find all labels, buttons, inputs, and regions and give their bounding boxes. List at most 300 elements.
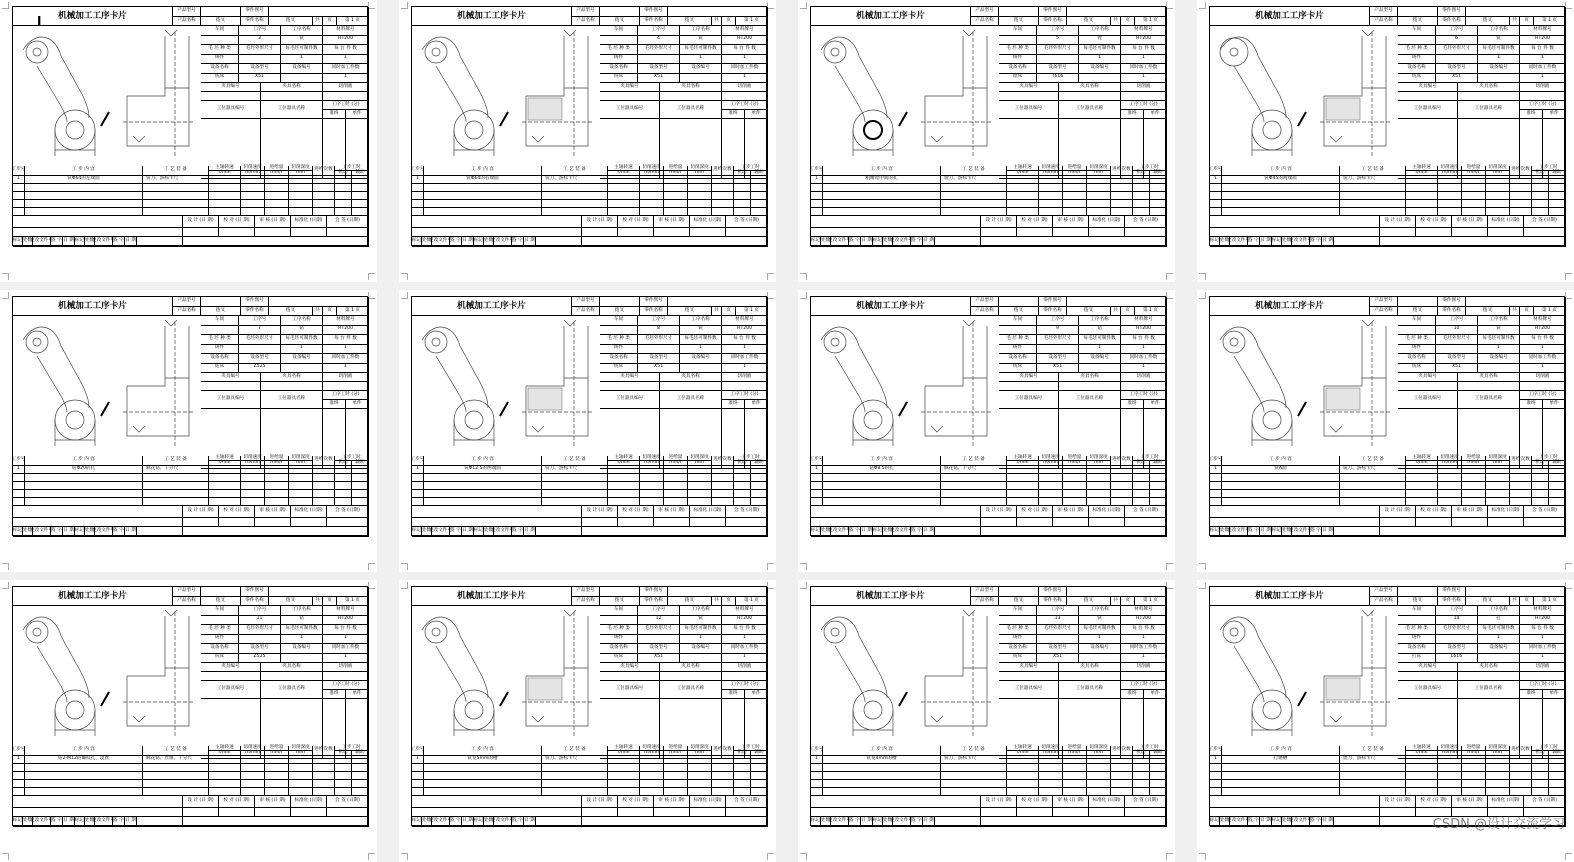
label-design-value (981, 228, 1017, 237)
card-holder (411, 296, 767, 536)
step-row-2-col-9 (1150, 772, 1167, 780)
info-row-values-1-col-0 (600, 616, 638, 626)
step-row-3-col-7 (313, 200, 335, 208)
header-step-content: 工 步 内 容 (1222, 456, 1340, 466)
step-row-1-col-8 (1532, 764, 1549, 772)
info-row-values-1-col-0 (1398, 616, 1436, 626)
info-row-values-2-col-2: 1 (680, 55, 722, 65)
label-countersign: 会 签 (日期) (1524, 796, 1566, 808)
info-row-values-3-col-1: X51 (1037, 654, 1079, 664)
step-row-1-col-5 (1063, 474, 1087, 482)
step-row-2-col-4 (241, 192, 265, 200)
step-row-1-equipment (941, 474, 1007, 482)
label-standardize-value (1488, 228, 1524, 237)
step-row-1-col-5 (1462, 184, 1486, 192)
step-row-0-col-5 (265, 176, 289, 184)
step-row-1-equipment (1340, 474, 1406, 482)
header-unit-mm: mm (688, 171, 712, 176)
label-review-value (255, 228, 291, 237)
step-row-2-col-5 (1063, 192, 1087, 200)
label-quasi-end: 准终 (323, 110, 346, 119)
label-total-pages: 共 (712, 307, 722, 316)
info-row-labels-3-col-0: 设备名称 (600, 354, 638, 364)
label-unit: 单件 (1543, 110, 1566, 119)
info-row-values-3-col-0: 铣床 (201, 654, 239, 664)
value-coolant (722, 382, 768, 391)
step-row-0-equipment: 铣刀、游标卡尺 (542, 756, 608, 764)
step-row-2-equipment (941, 772, 1007, 780)
step-row-2-col-3 (1007, 772, 1039, 780)
label-station-tool-name: 工位器具名称 (660, 681, 722, 699)
info-row-labels-3-col-1: 设备型号 (1436, 354, 1478, 364)
step-row-0-col-6 (1486, 466, 1510, 474)
value-part-drawing-no (668, 7, 768, 17)
label-station-tool-name: 工位器具名称 (1458, 101, 1520, 119)
step-row-2-col-4 (1039, 482, 1063, 490)
rev-places: 处数 (1220, 817, 1230, 827)
step-row-2-col-7 (712, 772, 734, 780)
step-row-2-equipment (941, 192, 1007, 200)
header-mech: 机动 (1532, 751, 1549, 756)
label-fixture-no: 夹具编号 (999, 373, 1059, 382)
label-countersign: 会 签 (日期) (1125, 796, 1167, 808)
value-product-name: 拨叉 (201, 597, 241, 606)
info-row-values-2-col-1 (1037, 345, 1079, 355)
label-page-count: 页 (722, 17, 736, 26)
step-row-1-col-9 (1150, 764, 1167, 772)
label-review-value (1452, 228, 1488, 237)
header-unit-mmr: mm/r (1063, 171, 1087, 176)
step-row-0-equipment: 铣刀、游标卡尺 (143, 176, 209, 184)
value-part-name: 拨叉 (1466, 307, 1510, 316)
rev-date: 日 期 (462, 817, 474, 827)
rev-right-blank (981, 237, 1167, 247)
label-proofread-value (1416, 518, 1452, 527)
card-title: 机械加工工序卡片 (811, 587, 971, 606)
step-row-1-col-3 (209, 474, 241, 482)
info-row-labels-1-col-3: 材料牌号 (1121, 606, 1167, 616)
info-row-values-1-col-0 (999, 616, 1037, 626)
step-row-1-col-3 (209, 184, 241, 192)
value-fixture-no (1398, 382, 1458, 391)
step-row-0-col-3 (209, 466, 241, 474)
info-row-labels-2-col-0: 毛 坯 种 类 (201, 45, 239, 55)
header-cutting-speed: 切削速度 (241, 746, 265, 751)
step-row-4-col-4 (1438, 208, 1462, 216)
step-row-2-col-7 (1111, 482, 1133, 490)
info-row-labels-3-col-0: 设备名称 (201, 354, 239, 364)
value-product-model (1398, 587, 1438, 597)
value-coolant (1121, 92, 1167, 101)
info-row-labels-1-col-1: 工序号 (1436, 26, 1478, 36)
header-spindle-speed: 主轴转速 (1406, 456, 1438, 461)
header-aux: 辅助 (1549, 461, 1566, 466)
header-unit-mm: mm (289, 751, 313, 756)
step-row-4-col-8 (1532, 208, 1549, 216)
label-coolant: 切削液 (1121, 373, 1167, 382)
label-part-name: 零件名称 (640, 307, 668, 316)
header-feed-times: 进给次数 (1111, 456, 1133, 466)
info-row-values-3-col-1: Z525 (239, 654, 281, 664)
step-row-2-col-7 (712, 192, 734, 200)
step-row-0-no: 1 (412, 176, 424, 184)
info-row-values-3-col-0: 铣床 (201, 74, 239, 84)
header-process-equipment: 工 艺 装 备 (143, 746, 209, 756)
rev-mark: 标记 (412, 527, 422, 537)
step-row-2-no (811, 192, 823, 200)
label-design: 设 计 (日 期) (183, 796, 219, 808)
rev-mark-2: 标记 (75, 817, 85, 827)
step-row-2-no (811, 772, 823, 780)
value-coolant (1520, 672, 1566, 681)
info-row-labels-2-col-1: 毛坯外形尺寸 (1037, 45, 1079, 55)
label-proofread: 校 对 (日 期) (1416, 796, 1452, 808)
info-row-values-3-col-1: Z525 (239, 364, 281, 374)
value-coolant (1121, 382, 1167, 391)
label-product-name: 产品名称 (173, 17, 201, 26)
label-page-count: 页 (323, 597, 337, 606)
step-row-0-col-5 (265, 756, 289, 764)
label-total-pages: 共 (712, 597, 722, 606)
step-row-3-col-4 (241, 490, 265, 498)
value-part-name: 拨叉 (1067, 17, 1111, 26)
header-spindle-speed: 主轴转速 (608, 746, 640, 751)
step-row-3-col-9 (751, 490, 768, 498)
info-row-labels-1-col-1: 工序号 (1436, 606, 1478, 616)
label-part-drawing-no: 零件图号 (241, 297, 269, 307)
header-spindle-speed: 主轴转速 (1007, 456, 1039, 461)
rev-date-2: 日 期 (524, 527, 536, 537)
step-row-2-col-3 (209, 772, 241, 780)
rev-places: 处数 (821, 527, 831, 537)
info-row-values-1-col-2: 钻 (281, 326, 323, 336)
rev-date-2: 日 期 (1322, 527, 1334, 537)
label-page-of: 第 1 页 (1135, 307, 1167, 316)
header-aux: 辅助 (352, 461, 369, 466)
step-row-3-equipment (542, 200, 608, 208)
info-row-labels-1-col-0: 车间 (201, 26, 239, 36)
info-row-values-2-col-1 (239, 55, 281, 65)
crop-mark (767, 582, 774, 589)
label-standardize: 标准化 (日期) (291, 216, 327, 228)
step-row-1-col-4 (241, 474, 265, 482)
info-row-values-3-col-1: X51 (239, 74, 281, 84)
header-unit-mpm: m/min (241, 171, 265, 176)
step-row-0-col-4 (241, 466, 265, 474)
info-row-labels-3-col-3: 同时加工件数 (1520, 64, 1566, 74)
step-row-4-equipment (1340, 208, 1406, 216)
document-page (399, 0, 776, 282)
step-row-4-col-9 (1549, 788, 1566, 796)
step-row-4-col-5 (1462, 788, 1486, 796)
header-cutting-speed: 切削速度 (1039, 746, 1063, 751)
label-part-name: 零件名称 (241, 597, 269, 606)
label-page-of: 第 1 页 (1135, 17, 1167, 26)
info-row-labels-2-col-3: 每 台 件 数 (1121, 45, 1167, 55)
rev-places: 处数 (422, 237, 432, 247)
step-row-4-col-4 (640, 788, 664, 796)
step-row-2-col-9 (1549, 192, 1566, 200)
info-row-values-3-col-0: 镗床 (999, 74, 1037, 84)
info-row-labels-1-col-2: 工序名称 (281, 26, 323, 36)
header-unit-mm: mm (1087, 751, 1111, 756)
label-coolant: 切削液 (323, 83, 369, 92)
info-row-values-3-col-0: 铣床 (1398, 364, 1436, 374)
step-row-4-col-3 (1007, 498, 1039, 506)
step-row-4-col-6 (1486, 788, 1510, 796)
step-row-2-content (25, 192, 143, 200)
label-countersign: 会 签 (日期) (327, 796, 369, 808)
label-part-drawing-no: 零件图号 (1039, 587, 1067, 597)
step-row-4-col-4 (241, 498, 265, 506)
crop-mark (1166, 2, 1173, 9)
step-row-3-no (412, 200, 424, 208)
rev-right-blank (183, 527, 369, 537)
step-row-3-content (25, 490, 143, 498)
step-row-3-col-4 (241, 200, 265, 208)
step-row-1-no (1210, 184, 1222, 192)
step-row-1-col-4 (241, 184, 265, 192)
label-fixture-no: 夹具编号 (600, 663, 660, 672)
label-proofread-value (1017, 808, 1053, 817)
card-holder (411, 6, 767, 246)
signature-blank-2 (412, 518, 582, 527)
info-row-values-3-col-1: X51 (1436, 74, 1478, 84)
info-row-labels-3-col-0: 设备名称 (999, 354, 1037, 364)
label-review: 审 核 (日 期) (1452, 216, 1488, 228)
label-proofread: 校 对 (日 期) (219, 216, 255, 228)
header-process-equipment: 工 艺 装 备 (1340, 166, 1406, 176)
header-step-no: 工步号 (811, 166, 823, 176)
info-row-values-1-col-1: 14 (1436, 616, 1478, 626)
value-fixture-no (999, 672, 1059, 681)
label-unit: 单件 (346, 400, 369, 409)
step-row-3-col-3 (608, 200, 640, 208)
step-row-2-no (1210, 192, 1222, 200)
step-row-1-col-9 (751, 184, 768, 192)
step-row-4-col-7 (313, 788, 335, 796)
step-row-4-content (823, 208, 941, 216)
step-row-1-col-5 (1063, 184, 1087, 192)
step-row-2-col-4 (241, 772, 265, 780)
step-row-3-col-4 (640, 780, 664, 788)
step-row-2-col-8 (1532, 772, 1549, 780)
label-unit: 单件 (745, 110, 768, 119)
step-row-4-col-7 (712, 788, 734, 796)
document-page (1197, 290, 1574, 572)
header-feed: 进给量 (265, 166, 289, 171)
header-step-hours: 工步工时 (1532, 746, 1566, 751)
step-row-2-content (1222, 772, 1340, 780)
label-quasi-end: 准终 (722, 400, 745, 409)
step-row-1-col-5 (265, 764, 289, 772)
step-row-3-col-3 (1406, 200, 1438, 208)
value-product-name: 拨叉 (600, 307, 640, 316)
header-process-equipment: 工 艺 装 备 (1340, 746, 1406, 756)
label-product-name: 产品名称 (1370, 307, 1398, 316)
step-row-0-content: 铣Φ64的右端面 (424, 176, 542, 184)
step-row-4-content (1222, 788, 1340, 796)
header-unit-mm: mm (289, 171, 313, 176)
header-feed-times: 进给次数 (712, 456, 734, 466)
info-row-labels-2-col-1: 毛坯外形尺寸 (1436, 335, 1478, 345)
step-row-3-equipment (143, 780, 209, 788)
info-row-values-1-col-3: HT200 (1121, 326, 1167, 336)
step-row-4-col-5 (664, 788, 688, 796)
rev-blank (935, 237, 981, 247)
step-row-3-col-7 (1111, 780, 1133, 788)
info-row-values-2-col-1 (239, 345, 281, 355)
step-row-4-no (412, 788, 424, 796)
rev-change-doc: 更改文件号 (1230, 527, 1248, 537)
step-row-1-col-7 (313, 184, 335, 192)
rev-mark-2: 标记 (1272, 527, 1282, 537)
crop-mark (1565, 563, 1572, 570)
info-row-labels-3-col-2: 设备编号 (680, 64, 722, 74)
info-row-values-3-col-3: 1 (1520, 654, 1566, 664)
step-row-0-col-7 (1111, 756, 1133, 764)
step-row-2-col-6 (1486, 482, 1510, 490)
rev-date: 日 期 (861, 817, 873, 827)
header-cutting-speed: 切削速度 (640, 456, 664, 461)
label-proofread-value (618, 808, 654, 817)
step-row-1-col-8 (1133, 764, 1150, 772)
info-row-labels-3-col-0: 设备名称 (1398, 354, 1436, 364)
info-row-values-2-col-3: 1 (323, 345, 369, 355)
step-row-3-content (1222, 490, 1340, 498)
step-row-2-col-6 (1486, 772, 1510, 780)
label-unit: 单件 (346, 690, 369, 699)
document-page (1197, 0, 1574, 282)
info-row-values-1-col-1: 10 (1436, 326, 1478, 336)
label-page-count: 页 (722, 597, 736, 606)
step-row-0-col-8 (734, 756, 751, 764)
value-part-drawing-no (269, 297, 369, 307)
info-row-values-3-col-0: 铣床 (600, 74, 638, 84)
step-row-1-col-6 (688, 474, 712, 482)
rev-mark: 标记 (1210, 237, 1220, 247)
info-row-labels-1-col-0: 车间 (201, 316, 239, 326)
step-row-4-col-9 (352, 788, 369, 796)
step-row-0-no: 1 (1210, 176, 1222, 184)
rev-places: 处数 (23, 527, 33, 537)
step-row-1-col-6 (1087, 474, 1111, 482)
step-row-3-equipment (941, 490, 1007, 498)
label-coolant: 切削液 (1121, 663, 1167, 672)
label-station-tool-name: 工位器具名称 (261, 391, 323, 409)
info-row-labels-3-col-0: 设备名称 (999, 644, 1037, 654)
label-total-pages: 共 (1510, 307, 1520, 316)
step-row-3-col-5 (664, 780, 688, 788)
rev-places-2: 处数 (484, 237, 494, 247)
rev-mark-2: 标记 (474, 237, 484, 247)
label-working-hours: 工序工时 (分) (1520, 101, 1566, 110)
step-row-1-col-7 (1111, 764, 1133, 772)
info-row-labels-2-col-3: 每 台 件 数 (1121, 625, 1167, 635)
step-row-1-no (412, 474, 424, 482)
step-row-0-content: 铣A面 (1222, 466, 1340, 474)
step-row-0-col-9 (751, 466, 768, 474)
rev-mark-2: 标记 (873, 817, 883, 827)
crop-mark (401, 563, 408, 570)
label-part-drawing-no: 零件图号 (1039, 297, 1067, 307)
info-row-labels-1-col-1: 工序号 (1037, 606, 1079, 616)
step-row-2-content (823, 192, 941, 200)
value-coolant (1121, 672, 1167, 681)
label-design-value (582, 228, 618, 237)
rev-places-2: 处数 (484, 527, 494, 537)
label-product-model: 产品型号 (971, 587, 999, 597)
step-row-0-col-3 (209, 176, 241, 184)
step-row-1-col-5 (265, 474, 289, 482)
label-total-pages: 共 (313, 307, 323, 316)
label-working-hours: 工序工时 (分) (1121, 391, 1167, 400)
rev-places-2: 处数 (484, 817, 494, 827)
info-row-values-1-col-3: HT200 (1520, 36, 1566, 46)
header-aux: 辅助 (1150, 461, 1167, 466)
step-row-0-col-7 (313, 756, 335, 764)
header-unit-mpm: m/min (241, 461, 265, 466)
step-row-3-col-6 (1486, 200, 1510, 208)
step-row-3-col-5 (1063, 200, 1087, 208)
step-row-3-col-9 (1549, 780, 1566, 788)
step-row-4-no (13, 208, 25, 216)
step-row-4-col-3 (608, 208, 640, 216)
label-station-tool-no: 工位器具编号 (999, 681, 1059, 699)
step-row-1-content (424, 764, 542, 772)
label-standardize: 标准化 (日期) (1488, 216, 1524, 228)
header-unit-mmr: mm/r (1063, 751, 1087, 756)
step-row-2-col-4 (640, 482, 664, 490)
step-row-3-content (424, 490, 542, 498)
header-step-hours: 工步工时 (734, 746, 768, 751)
info-row-values-3-col-1: X51 (1037, 364, 1079, 374)
label-part-drawing-no: 零件图号 (640, 7, 668, 17)
step-row-2-col-3 (608, 192, 640, 200)
step-row-0-col-4 (241, 176, 265, 184)
step-row-1-content (25, 764, 143, 772)
step-row-3-col-8 (335, 780, 352, 788)
step-row-1-col-8 (734, 474, 751, 482)
step-row-4-col-6 (688, 788, 712, 796)
rev-sign: 签 字 (51, 237, 63, 247)
rev-date: 日 期 (63, 817, 75, 827)
step-row-4-col-7 (1510, 208, 1532, 216)
header-spindle-speed: 主轴转速 (608, 456, 640, 461)
info-row-labels-1-col-3: 材料牌号 (1520, 606, 1566, 616)
info-row-labels-2-col-2: 每毛坯可制件数 (680, 45, 722, 55)
header-feed: 进给量 (1462, 456, 1486, 461)
info-row-labels-3-col-3: 同时加工件数 (323, 354, 369, 364)
rev-places-2: 处数 (883, 237, 893, 247)
label-standardize-value (291, 228, 327, 237)
rev-sign: 签 字 (1248, 817, 1260, 827)
value-part-name: 拨叉 (1466, 597, 1510, 606)
header-process-equipment: 工 艺 装 备 (941, 166, 1007, 176)
step-row-1-col-7 (712, 764, 734, 772)
label-product-model: 产品型号 (971, 7, 999, 17)
step-row-2-col-4 (1438, 482, 1462, 490)
step-row-0-col-4 (1039, 756, 1063, 764)
info-row-values-3-col-2 (1478, 654, 1520, 664)
rev-right-blank (582, 237, 768, 247)
step-row-2-col-5 (265, 482, 289, 490)
info-row-labels-1-col-1: 工序号 (638, 316, 680, 326)
step-row-1-no (13, 474, 25, 482)
crop-mark (368, 2, 375, 9)
header-unit-rpm: r/min (1007, 171, 1039, 176)
info-row-values-1-col-0 (1398, 326, 1436, 336)
